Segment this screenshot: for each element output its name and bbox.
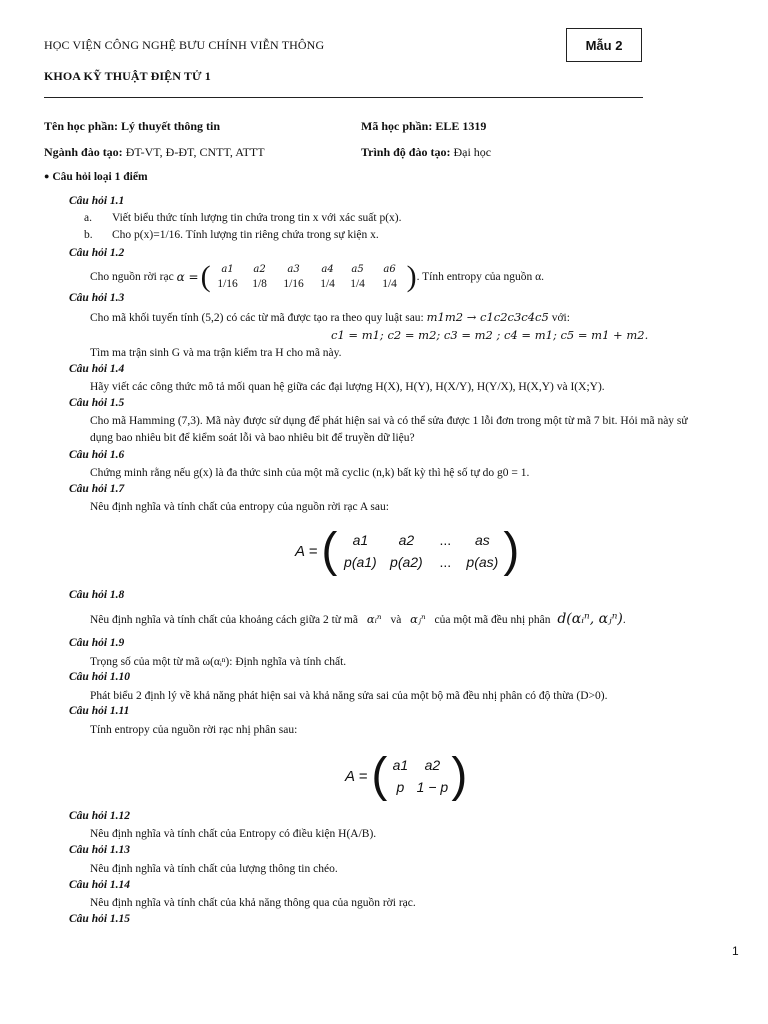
question-text-1-7: Nêu định nghĩa và tính chất của entropy của nguồn rời rạc A sau: (90, 501, 389, 513)
matrix-cell: 1/16 (283, 278, 304, 290)
matrix-cell: a1 (352, 532, 369, 548)
question-text-1-3-eqs: c1 = m1; c2 = m2; c3 = m2 ; c4 = m1; c5 = m1 + m2. (331, 328, 649, 342)
question-text-1-9: Trọng số của một từ mã ω(αᵢⁿ): Định nghĩa và tính chất. (90, 656, 347, 668)
q1-8-pre: Nêu định nghĩa và tính chất của khoảng cách giữa 2 từ mã (90, 614, 358, 626)
bullet-icon: ● (44, 171, 50, 181)
form-label: Mẫu 2 (585, 37, 623, 53)
matrix-grid (387, 754, 451, 798)
right-paren: ) (406, 260, 417, 293)
q1-8-post: của một mã đều nhị phân (434, 614, 551, 626)
question-text-1-14: Nêu định nghĩa và tính chất của khả năng thông qua của nguồn rời rạc. (90, 897, 416, 909)
q1-8-and: và (390, 614, 402, 626)
question-text-1-6: Chứng minh rằng nếu g(x) là đa thức sinh của một mã cyclic (n,k) bất kỳ thì hệ số tự do g0 = 1. (90, 467, 530, 479)
matrix-1-7 (295, 524, 520, 577)
question-title-1-3: Câu hỏi 1.3 (69, 292, 125, 304)
matrix-cell: 1/16 (217, 278, 238, 290)
matrix-cell: 1/4 (350, 278, 365, 290)
matrix-cell: a6 (383, 264, 396, 275)
matrix-cell: 1 − p (416, 779, 449, 795)
question-text-1-2 (90, 262, 544, 292)
question-text-1-3-line3: Tìm ma trận sinh G và ma trận kiểm tra H cho mã này. (90, 347, 342, 359)
matrix-grid (337, 529, 503, 573)
alpha-matrix (211, 263, 407, 291)
question-title-1-12: Câu hỏi 1.12 (69, 810, 131, 822)
question-text-1-1a: Viết biểu thức tính lượng tin chứa trong tin x với xác suất p(x). (112, 212, 402, 224)
question-title-1-11: Câu hỏi 1.11 (69, 705, 130, 717)
course-major-label: Ngành đào tạo: (44, 145, 123, 159)
section-heading (44, 171, 148, 183)
sub-label-a: a. (84, 212, 92, 224)
course-code-value: ELE 1319 (435, 119, 487, 133)
alpha-lhs: α = (176, 270, 199, 284)
question-title-1-10: Câu hỏi 1.10 (69, 671, 131, 683)
q1-3-line1: Cho mã khối tuyến tính (5,2) có các từ mã được tạo ra theo quy luật sau: (90, 312, 424, 324)
page-number: 1 (732, 944, 739, 958)
alpha-j: αⱼⁿ (410, 612, 426, 626)
matrix-cell: as (474, 532, 490, 548)
question-title-1-2: Câu hỏi 1.2 (69, 247, 125, 259)
matrix-cell: a2 (398, 532, 415, 548)
question-title-1-8: Câu hỏi 1.8 (69, 589, 125, 601)
course-level-value: Đại học (453, 145, 492, 159)
course-level-label: Trình độ đào tạo: (361, 145, 451, 159)
sub-label-b: b. (84, 229, 93, 241)
matrix-cell: p (396, 779, 405, 795)
question-title-1-5: Câu hỏi 1.5 (69, 397, 125, 409)
question-text-1-12: Nêu định nghĩa và tính chất của Entropy có điều kiện H(A/B). (90, 828, 377, 840)
question-text-1-8 (90, 611, 626, 628)
matrix-cell: a5 (351, 264, 364, 275)
question-title-1-6: Câu hỏi 1.6 (69, 449, 125, 461)
course-name-value: Lý thuyết thông tin (121, 119, 221, 133)
matrix-1-11 (345, 749, 468, 802)
header-divider (44, 97, 643, 98)
question-text-1-4: Hãy viết các công thức mô tả mối quan hệ giữa các đại lượng H(X), H(Y), H(X/Y), H(Y/X), H(X,Y) và I(X;Y). (90, 381, 605, 393)
question-text-1-10: Phát biểu 2 định lý về khả năng phát hiện sai và khả năng sửa sai của một bộ mã đều nhị phân có độ thừa (D>0). (90, 690, 608, 702)
course-level (361, 145, 491, 160)
q1-3-with: với: (551, 312, 570, 324)
question-text-1-1b: Cho p(x)=1/16. Tính lượng tin riêng chứa trong sự kiện x. (112, 229, 379, 241)
left-paren: ( (200, 260, 211, 293)
matrix-cell: ... (439, 554, 452, 570)
matrix-cell: p(a2) (390, 554, 423, 570)
matrix-cell: a1 (392, 757, 409, 773)
question-text-1-3-line1 (90, 309, 570, 326)
right-paren: ) (503, 524, 520, 577)
question-title-1-1: Câu hỏi 1.1 (69, 195, 125, 207)
question-text-1-13: Nêu định nghĩa và tính chất của lượng thông tin chéo. (90, 863, 338, 875)
matrix-cell: ... (439, 532, 452, 548)
left-paren: ( (321, 524, 338, 577)
matrix-lhs: A = (345, 767, 368, 785)
question-text-1-11: Tính entropy của nguồn rời rạc nhị phân sau: (90, 724, 298, 736)
question-title-1-7: Câu hỏi 1.7 (69, 483, 125, 495)
matrix-cell: a4 (321, 264, 334, 275)
course-major-value: ĐT-VT, Đ-ĐT, CNTT, ATTT (125, 145, 265, 159)
question-title-1-14: Câu hỏi 1.14 (69, 879, 131, 891)
matrix-cell: a1 (221, 264, 234, 275)
form-label-box (566, 28, 642, 62)
question-title-1-9: Câu hỏi 1.9 (69, 637, 125, 649)
matrix-cell: a3 (287, 264, 300, 275)
course-major (44, 145, 265, 160)
question-title-1-4: Câu hỏi 1.4 (69, 363, 125, 375)
faculty-name: KHOA KỸ THUẬT ĐIỆN TỬ 1 (44, 69, 211, 83)
q1-2-post: . Tính entropy của nguồn α. (416, 271, 545, 283)
question-title-1-15: Câu hỏi 1.15 (69, 913, 131, 925)
q1-3-rule: m1m2 → c1c2c3c4c5 (426, 310, 549, 324)
section-title: Câu hỏi loại 1 điểm (52, 171, 148, 183)
matrix-cell: a2 (424, 757, 441, 773)
question-text-1-5-line2: dụng bao nhiêu bit để kiểm soát lỗi và bao nhiêu bit để truyền dữ liệu? (90, 432, 415, 444)
matrix-cell: 1/8 (252, 278, 267, 290)
course-name-label: Tên học phần: (44, 119, 119, 133)
matrix-cell: a2 (253, 264, 266, 275)
course-code-label: Mã học phần: (361, 119, 433, 133)
matrix-cell: 1/4 (382, 278, 397, 290)
distance-expression: d(αᵢⁿ, αⱼⁿ) (557, 611, 623, 627)
left-paren: ( (371, 749, 388, 802)
alpha-i: αᵢⁿ (366, 612, 382, 626)
course-code (361, 119, 486, 134)
matrix-cell: p(as) (466, 554, 499, 570)
matrix-cell: p(a1) (344, 554, 377, 570)
q1-2-pre: Cho nguồn rời rạc (90, 271, 174, 283)
course-name (44, 119, 220, 134)
question-text-1-5-line1: Cho mã Hamming (7,3). Mã này được sử dụng để phát hiện sai và có thể sửa được 1 lỗi đơn trong một từ mã 7 bit. Hỏi mã này sử (90, 415, 688, 427)
institute-name: HỌC VIỆN CÔNG NGHỆ BƯU CHÍNH VIỄN THÔNG (44, 38, 325, 52)
matrix-lhs: A = (295, 542, 318, 560)
question-title-1-13: Câu hỏi 1.13 (69, 844, 131, 856)
matrix-cell: 1/4 (320, 278, 335, 290)
right-paren: ) (451, 749, 468, 802)
q1-8-end: . (622, 614, 626, 626)
